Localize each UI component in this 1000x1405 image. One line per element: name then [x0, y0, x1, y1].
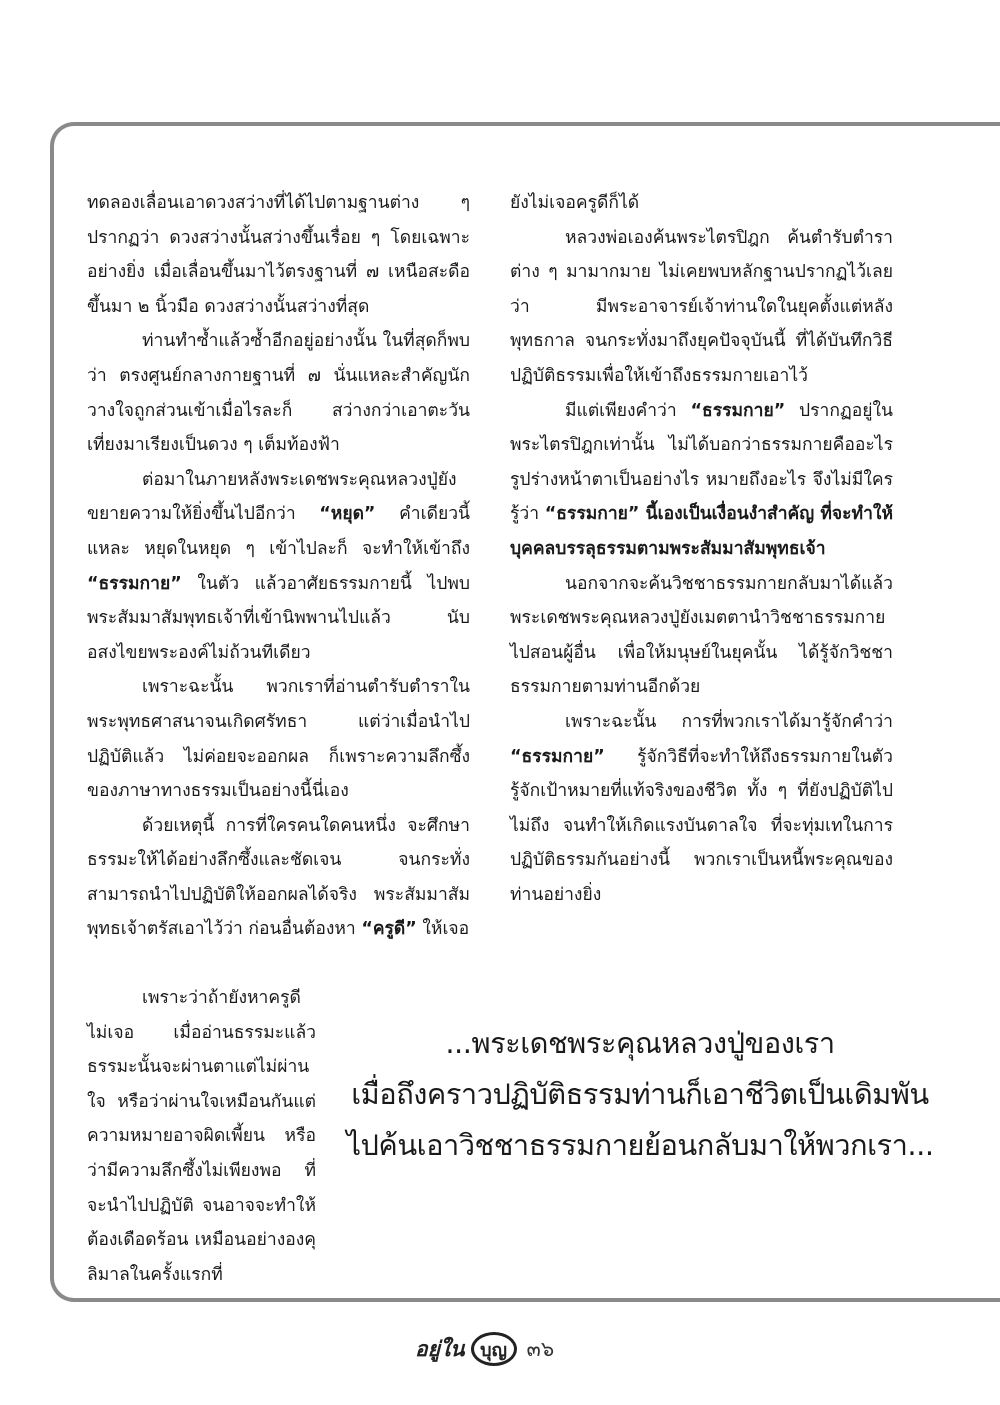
left-paragraph-5-bold-a: “ครูดี” [361, 919, 417, 940]
right-paragraph-1: ยังไม่เจอครูดีก็ได้ [510, 193, 640, 213]
pull-quote-line-2: เมื่อถึงคราวปฏิบัติธรรมท่านก็เอาชีวิตเป็นเดิมพัน [351, 1077, 929, 1111]
right-paragraph-2: หลวงพ่อเองค้นพระไตรปิฎก ค้นตำรับตำราต่าง ๆ มามากมาย ไม่เคยพบหลักฐานปรากฏไว้เลยว่า มีพระอาจารย์เจ้าท่านใดในยุคตั้งแต่หลังพุทธกาล จนกระทั่งมาถึงยุคปัจจุบันนี้ ที่ได้บันทึกวิธีปฏิบัติธรรมเพื่อให้เข้าถึงธรรมกายเอาไว้ [510, 227, 893, 386]
pull-quote-line-1: ...พระเดชพระคุณหลวงปู่ของเรา [445, 1026, 835, 1060]
right-paragraph-5-bold-a: “ธรรมกาย” [510, 746, 605, 767]
left-column [87, 186, 470, 947]
page-number: ๓๖ [526, 1336, 555, 1361]
page-footer [415, 1327, 554, 1371]
left-paragraph-5-b: ให้เจอ [416, 919, 470, 940]
right-paragraph-3 [510, 394, 893, 567]
logo-text: อยู่ใน [415, 1335, 465, 1361]
right-paragraph-5-a: เพราะฉะนั้น การที่พวกเราได้มารู้จักคำว่า [565, 711, 893, 732]
left-paragraph-5-a: ด้วยเหตุนี้ การที่ใครคนใดคนหนึ่ง จะศึกษาธรรมะให้ได้อย่างลึกซึ้งและชัดเจน จนกระทั่งสามารถนำไปปฏิบัติให้ออกผลได้จริง พระสัมมาสัมพุทธเจ้าตรัสเอาไว้ว่า ก่อนอื่นต้องหา [87, 815, 470, 940]
narrow-column [87, 981, 316, 1292]
left-paragraph-3-bold-b: “ธรรมกาย” [87, 573, 182, 594]
right-paragraph-3-bold-b: “ธรรมกาย” นี้เองเป็นเงื่อนงำสำคัญ ที่จะทำให้บุคคลบรรลุธรรมตามพระสัมมาสัมพุทธเจ้า [510, 504, 894, 559]
left-paragraph-3-b: คำเดียวนี้แหละ หยุดในหยุด ๆ เข้าไปละก็ จะทำให้เข้าถึง [87, 504, 470, 559]
right-paragraph-3-b: ปรากฏอยู่ในพระไตรปิฎกเท่านั้น ไม่ได้บอกว่าธรรมกายคืออะไร รูปร่างหน้าตาเป็นอย่างไร หมายถึงอะไร จึงไม่มีใครรู้ว่า [510, 400, 893, 525]
right-paragraph-4: นอกจากจะค้นวิชชาธรรมกายกลับมาได้แล้ว พระเดชพระคุณหลวงปู่ยังเมตตานำวิชชาธรรมกายไปสอนผู้อื่น เพื่อให้มนุษย์ในยุคนั้น ได้รู้จักวิชชาธรรมกายตามท่านอีกด้วย [510, 573, 893, 698]
right-paragraph-5-b: รู้จักวิธีที่จะทำให้ถึงธรรมกายในตัว รู้จักเป้าหมายที่แท้จริงของชีวิต ทั้ง ๆ ที่ยังปฏิบัติไปไม่ถึง จนทำให้เกิดแรงบันดาลใจ ที่จะทุ่มเทในการปฏิบัติธรรมกันอย่างนี้ พวกเราเป็นหนี้พระคุณของท่านอย่างยิ่ง [510, 746, 893, 905]
left-paragraph-3-a: ต่อมาในภายหลังพระเดชพระคุณหลวงปู่ยังขยายความให้ยิ่งขึ้นไปอีกว่า [87, 469, 457, 525]
left-paragraph-3-c: ในตัว แล้วอาศัยธรรมกายนี้ ไปพบพระสัมมาสัมพุทธเจ้าที่เข้านิพพานไปแล้ว นับอสงไขยพระองค์ไม่ถ้วนทีเดียว [87, 573, 470, 663]
right-paragraph-3-bold-a: “ธรรมกาย” [690, 400, 786, 421]
right-paragraph-5 [510, 705, 893, 913]
right-paragraph-3-a: มีแต่เพียงคำว่า [565, 400, 691, 421]
pull-quote [330, 1018, 950, 1171]
logo-circle: บุญ [471, 1332, 517, 1366]
narrow-paragraph: เพราะว่าถ้ายังหาครูดีไม่เจอ เมื่ออ่านธรรมะแล้ว ธรรมะนั้นจะผ่านตาแต่ไม่ผ่านใจ หรือว่าผ่านใจเหมือนกันแต่ความหมายอาจผิดเพี้ยน หรือว่ามีความลึกซึ้งไม่เพียงพอ ที่จะนำไปปฏิบัติ จนอาจจะทำให้ต้องเดือดร้อน เหมือนอย่างองคุลิมาลในครั้งแรกที่ [87, 988, 316, 1285]
left-paragraph-4: เพราะฉะนั้น พวกเราที่อ่านตำรับตำราในพระพุทธศาสนาจนเกิดศรัทธา แต่ว่าเมื่อนำไปปฏิบัติแล้ว ไม่ค่อยจะออกผล ก็เพราะความลึกซึ้งของภาษาทางธรรมเป็นอย่างนี้นี่เอง [87, 677, 470, 802]
right-column [510, 186, 893, 912]
left-paragraph-2: ท่านทำซ้ำแล้วซ้ำอีกอยู่อย่างนั้น ในที่สุดก็พบว่า ตรงศูนย์กลางกายฐานที่ ๗ นั่นแหละสำคัญนัก วางใจถูกส่วนเข้าเมื่อไรละก็ สว่างกว่าเอาตะวันเที่ยงมาเรียงเป็นดวง ๆ เต็มท้องฟ้า [87, 331, 470, 456]
left-paragraph-1: ทดลองเลื่อนเอาดวงสว่างที่ได้ไปตามฐานต่าง ๆ ปรากฏว่า ดวงสว่างนั้นสว่างขึ้นเรื่อย ๆ โดยเฉพาะอย่างยิ่ง เมื่อเลื่อนขึ้นมาไว้ตรงฐานที่ ๗ เหนือสะดือขึ้นมา ๒ นิ้วมือ ดวงสว่างนั้นสว่างที่สุด [87, 193, 470, 317]
left-paragraph-3 [87, 463, 470, 671]
left-paragraph-5 [87, 809, 470, 947]
left-paragraph-3-bold-a: “หยุด” [319, 504, 376, 525]
pull-quote-line-3: ไปค้นเอาวิชชาธรรมกายย้อนกลับมาให้พวกเรา... [346, 1128, 934, 1162]
